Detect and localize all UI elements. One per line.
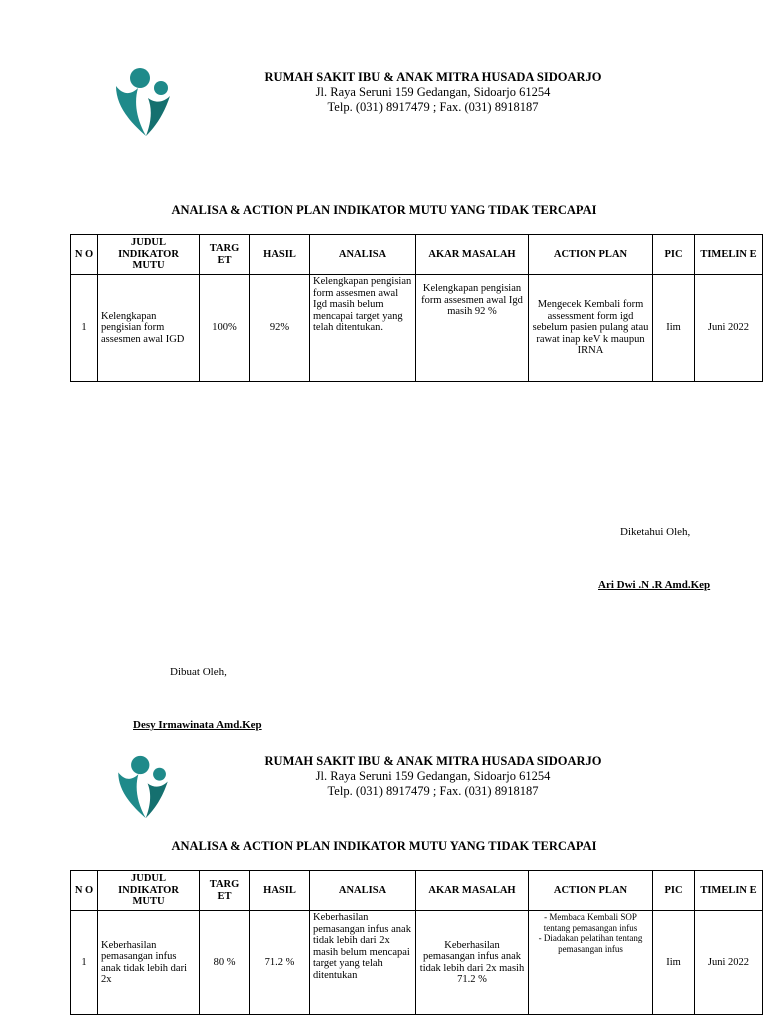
cell-judul: Kelengkapan pengisian form assesmen awal IGD <box>98 275 200 382</box>
col-timeline: TIMELIN E <box>695 235 763 275</box>
action-plan-table-1 <box>70 234 763 382</box>
col-no: N O <box>71 235 98 275</box>
action-plan-list <box>532 912 649 954</box>
cell-akar: Kelengkapan pengisian form assesmen awal Igd masih 92 % <box>416 275 529 382</box>
letterhead <box>200 754 666 799</box>
cell-pic: Iim <box>653 911 695 1015</box>
table-header-row <box>71 235 763 275</box>
hospital-name: RUMAH SAKIT IBU & ANAK MITRA HUSADA SIDOARJO <box>264 754 602 768</box>
col-action: ACTION PLAN <box>529 871 653 911</box>
cell-no: 1 <box>71 275 98 382</box>
cell-timeline: Juni 2022 <box>695 275 763 382</box>
table-header-row <box>71 871 763 911</box>
col-pic: PIC <box>653 871 695 911</box>
col-analisa: ANALISA <box>310 235 416 275</box>
col-pic: PIC <box>653 235 695 275</box>
col-judul: JUDUL INDIKATOR MUTU <box>98 871 200 911</box>
cell-no: 1 <box>71 911 98 1015</box>
cell-akar: Keberhasilan pemasangan infus anak tidak lebih dari 2x masih 71.2 % <box>416 911 529 1015</box>
col-hasil: HASIL <box>250 871 310 911</box>
hospital-logo <box>112 754 174 820</box>
cell-action: Mengecek Kembali form assessment form igd sebelum pasien pulang atau rawat inap keV k maupun IRNA <box>529 275 653 382</box>
col-judul: JUDUL INDIKATOR MUTU <box>98 235 200 275</box>
hospital-phone: Telp. (031) 8917479 ; Fax. (031) 8918187 <box>327 784 539 798</box>
hospital-address: Jl. Raya Seruni 159 Gedangan, Sidoarjo 61254 <box>315 769 551 783</box>
diketahui-name: Ari Dwi .N .R Amd.Kep <box>598 579 711 591</box>
report-title: ANALISA & ACTION PLAN INDIKATOR MUTU YANG TIDAK TERCAPAI <box>171 203 597 217</box>
cell-analisa: Kelengkapan pengisian form assesmen awal Igd masih belum mencapai target yang telah ditentukan. <box>310 275 416 382</box>
dibuat-name: Desy Irmawinata Amd.Kep <box>133 719 262 731</box>
col-target: TARG ET <box>200 871 250 911</box>
table-row <box>71 275 763 382</box>
hospital-address: Jl. Raya Seruni 159 Gedangan, Sidoarjo 61254 <box>315 85 551 99</box>
cell-target: 100% <box>200 275 250 382</box>
col-no: N O <box>71 871 98 911</box>
col-hasil: HASIL <box>250 235 310 275</box>
cell-target: 80 % <box>200 911 250 1015</box>
col-target: TARG ET <box>200 235 250 275</box>
action-item: - Diadakan pelatihan tentang pemasangan infus <box>538 933 643 954</box>
col-akar: AKAR MASALAH <box>416 235 529 275</box>
action-plan-table-2 <box>70 870 763 1015</box>
letterhead <box>200 70 666 115</box>
hospital-phone: Telp. (031) 8917479 ; Fax. (031) 8918187 <box>327 100 539 114</box>
action-item: - Membaca Kembali SOP tentang pemasangan infus <box>543 912 638 933</box>
cell-action <box>529 911 653 1015</box>
dibuat-label: Dibuat Oleh, <box>170 666 227 678</box>
col-timeline: TIMELIN E <box>695 871 763 911</box>
cell-hasil: 92% <box>250 275 310 382</box>
cell-analisa: Keberhasilan pemasangan infus anak tidak lebih dari 2x masih belum mencapai target yang telah ditentukan <box>310 911 416 1015</box>
hospital-logo <box>112 66 174 138</box>
hospital-name: RUMAH SAKIT IBU & ANAK MITRA HUSADA SIDOARJO <box>264 70 602 84</box>
table-row <box>71 911 763 1015</box>
cell-pic: Iim <box>653 275 695 382</box>
diketahui-label: Diketahui Oleh, <box>620 526 691 538</box>
cell-judul: Keberhasilan pemasangan infus anak tidak lebih dari 2x <box>98 911 200 1015</box>
cell-timeline: Juni 2022 <box>695 911 763 1015</box>
report-title: ANALISA & ACTION PLAN INDIKATOR MUTU YANG TIDAK TERCAPAI <box>171 839 597 853</box>
col-analisa: ANALISA <box>310 871 416 911</box>
cell-hasil: 71.2 % <box>250 911 310 1015</box>
col-action: ACTION PLAN <box>529 235 653 275</box>
col-akar: AKAR MASALAH <box>416 871 529 911</box>
